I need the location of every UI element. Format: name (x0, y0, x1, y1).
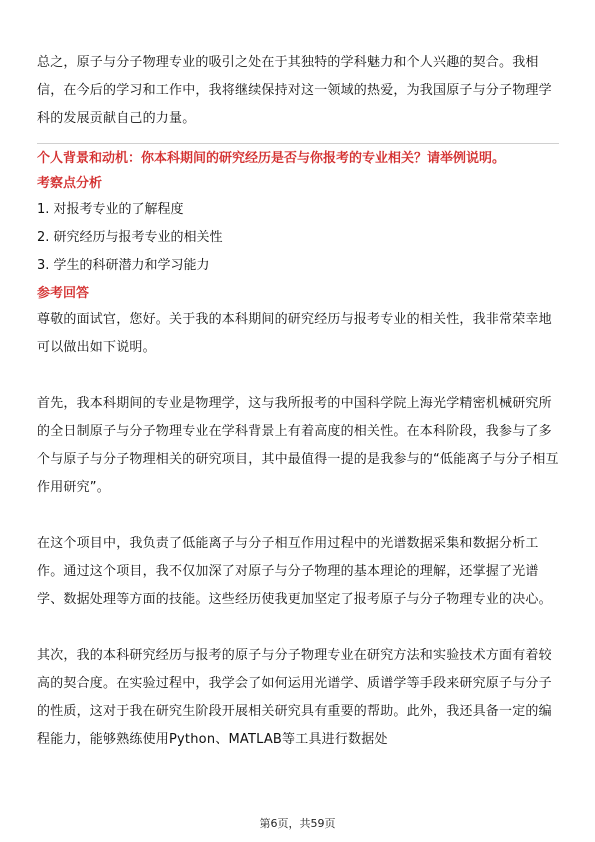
answer-paragraph: 其次，我的本科研究经历与报考的原子与分子物理专业在研究方法和实验技术方面有着较高的契合度。在实验过程中，我学会了如何运用光谱学、质谱学等手段来研究原子与分子的性质，这对于我在研究生阶段开展相关研究具有重要的帮助。此外，我还具备一定的编程能力，能够熟练使用Python、MATLAB等工具进行数据处 (37, 648, 552, 747)
page-number-footer: 第6页，共59页 (259, 817, 336, 830)
analysis-list (37, 196, 559, 280)
analysis-point: 3. 学生的科研潜力和学习能力 (37, 258, 210, 273)
analysis-point: 1. 对报考专业的了解程度 (37, 202, 184, 217)
answer-heading: 参考回答 (37, 286, 90, 301)
document-page (37, 49, 559, 754)
analysis-heading: 考察点分析 (37, 176, 103, 191)
answer-paragraph: 尊敬的面试官，您好。关于我的本科期间的研究经历与报考专业的相关性，我非常荣幸地可以做出如下说明。 (37, 312, 552, 355)
intro-paragraph: 总之，原子与分子物理专业的吸引之处在于其独特的学科魅力和个人兴趣的契合。我相信，在今后的学习和工作中，我将继续保持对这一领域的热爱，为我国原子与分子物理学科的发展贡献自己的力量。 (37, 55, 552, 126)
answer-paragraph: 首先，我本科期间的专业是物理学，这与我所报考的中国科学院上海光学精密机械研究所的全日制原子与分子物理专业在学科背景上有着高度的相关性。在本科阶段，我参与了多个与原子与分子物理相关的研究项目，其中最值得一提的是我参与的“低能离子与分子相互作用研究”。 (37, 396, 559, 495)
section-divider (37, 143, 559, 144)
interview-question: 个人背景和动机：你本科期间的研究经历是否与你报考的专业相关？请举例说明。 (37, 151, 506, 166)
answer-paragraph: 在这个项目中，我负责了低能离子与分子相互作用过程中的光谱数据采集和数据分析工作。通过这个项目，我不仅加深了对原子与分子物理的基本理论的理解，还掌握了光谱学、数据处理等方面的技能。这些经历使我更加坚定了报考原子与分子物理专业的决心。 (37, 536, 552, 607)
analysis-point: 2. 研究经历与报考专业的相关性 (37, 230, 223, 245)
